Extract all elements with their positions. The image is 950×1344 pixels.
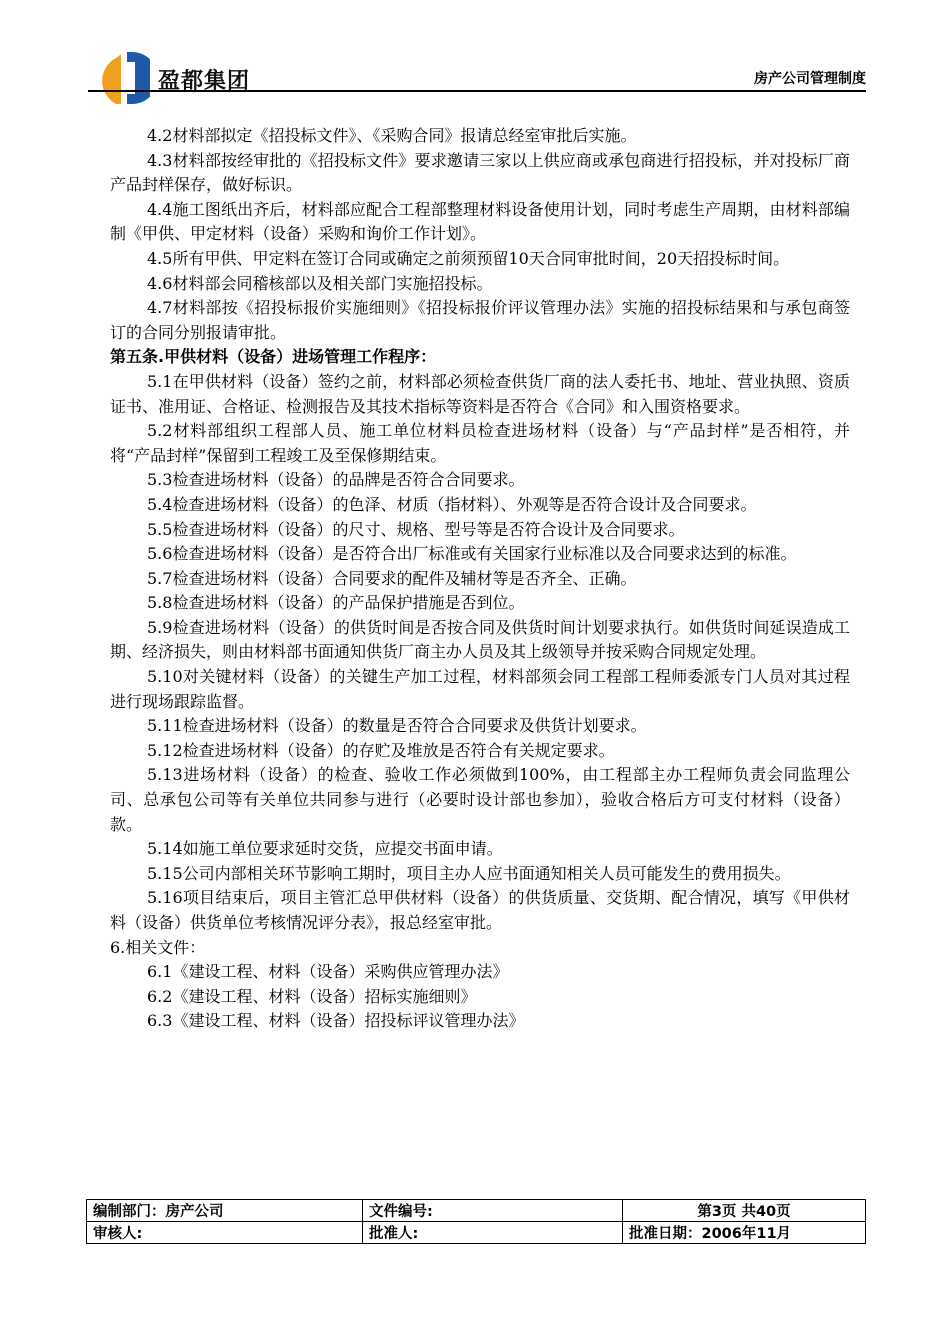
footer-file-no: 文件编号: (363, 1200, 623, 1222)
footer-reviewer: 审核人: (87, 1222, 363, 1244)
paragraph: 5.9检查进场材料（设备）的供货时间是否按合同及供货时间计划要求执行。如供货时间延误造成工期、经济损失，则由材料部书面通知供货厂商主办人员及其上级领导并按采购合同规定处理。 (110, 617, 850, 662)
company-name: 盈都集团 (158, 69, 251, 94)
footer-row (87, 1200, 866, 1222)
header-rule (88, 90, 866, 92)
footer-approver: 批准人: (363, 1222, 623, 1244)
paragraph: 4.4施工图纸出齐后，材料部应配合工程部整理材料设备使用计划，同时考虑生产周期，由材料部编制《甲供、甲定材料（设备）采购和询价工作计划》。 (110, 199, 850, 244)
paragraph: 5.15公司内部相关环节影响工期时，项目主办人应书面通知相关人员可能发生的费用损失。 (147, 863, 791, 883)
paragraph: 5.12检查进场材料（设备）的存贮及堆放是否符合有关规定要求。 (147, 740, 615, 760)
footer-dept: 编制部门：房产公司 (87, 1200, 363, 1222)
footer-approve-date: 批准日期：2006年11月 (623, 1222, 866, 1244)
paragraph: 5.3检查进场材料（设备）的品牌是否符合合同要求。 (147, 470, 525, 490)
document-title: 房产公司管理制度 (754, 71, 866, 87)
paragraph: 4.5所有甲供、甲定料在签订合同或确定之前须预留10天合同审批时间，20天招投标时间。 (147, 248, 790, 268)
page-header (88, 42, 866, 110)
paragraph: 5.14如施工单位要求延时交货，应提交书面申请。 (147, 839, 503, 859)
paragraph: 5.16项目结束后，项目主管汇总甲供材料（设备）的供货质量、交货期、配合情况，填写《甲供材料（设备）供货单位考核情况评分表》，报总经室审批。 (110, 888, 850, 932)
footer-row (87, 1222, 866, 1244)
paragraph: 5.2材料部组织工程部人员、施工单位材料员检查进场材料（设备）与“产品封样”是否相符，并将“产品封样”保留到工程竣工及至保修期结束。 (110, 421, 850, 465)
footer-table (86, 1199, 866, 1244)
paragraph: 4.3材料部按经审批的《招投标文件》要求邀请三家以上供应商或承包商进行招投标，并对投标厂商产品封样保存，做好标识。 (110, 150, 850, 195)
paragraph: 5.6检查进场材料（设备）是否符合出厂标准或有关国家行业标准以及合同要求达到的标准。 (147, 544, 797, 564)
paragraph: 5.7检查进场材料（设备）合同要求的配件及辅材等是否齐全、正确。 (147, 568, 637, 588)
paragraph: 6.相关文件： (110, 937, 206, 957)
paragraph: 5.8检查进场材料（设备）的产品保护措施是否到位。 (147, 593, 525, 613)
paragraph: 5.1在甲供材料（设备）签约之前，材料部必须检查供货厂商的法人委托书、地址、营业执照、资质证书、准用证、合格证、检测报告及其技术指标等资料是否符合《合同》和入围资格要求。 (110, 371, 850, 416)
paragraph: 4.2材料部拟定《招投标文件》、《采购合同》报请总经室审批后实施。 (147, 126, 637, 145)
paragraph: 5.13进场材料（设备）的检查、验收工作必须做到100%，由工程部主办工程师负责会同监理公司、总承包公司等有关单位共同参与进行（必要时设计部也参加），验收合格后方可支付材料（设备）款。 (110, 765, 850, 834)
paragraph: 6.2《建设工程、材料（设备）招标实施细则》 (147, 986, 477, 1006)
paragraph: 5.5检查进场材料（设备）的尺寸、规格、型号等是否符合设计及合同要求。 (147, 519, 685, 539)
paragraph: 6.1《建设工程、材料（设备）采购供应管理办法》 (147, 962, 509, 982)
document-body (110, 124, 850, 1034)
paragraph: 4.7材料部按《招投标报价实施细则》《招投标报价评议管理办法》实施的招投标结果和与承包商签订的合同分别报请审批。 (110, 298, 850, 342)
paragraph: 4.6材料部会同稽核部以及相关部门实施招投标。 (147, 273, 493, 293)
paragraph: 6.3《建设工程、材料（设备）招投标评议管理办法》 (147, 1011, 525, 1031)
footer-page: 第3页 共40页 (623, 1200, 866, 1222)
paragraph: 5.11检查进场材料（设备）的数量是否符合合同要求及供货计划要求。 (147, 716, 647, 736)
company-logo (94, 48, 150, 108)
section-heading: 第五条.甲供材料（设备）进场管理工作程序： (110, 347, 437, 367)
paragraph: 5.4检查进场材料（设备）的色泽、材质（指材料）、外观等是否符合设计及合同要求。 (147, 494, 757, 514)
paragraph: 5.10对关键材料（设备）的关键生产加工过程，材料部须会同工程部工程师委派专门人员对其过程进行现场跟踪监督。 (110, 667, 850, 711)
